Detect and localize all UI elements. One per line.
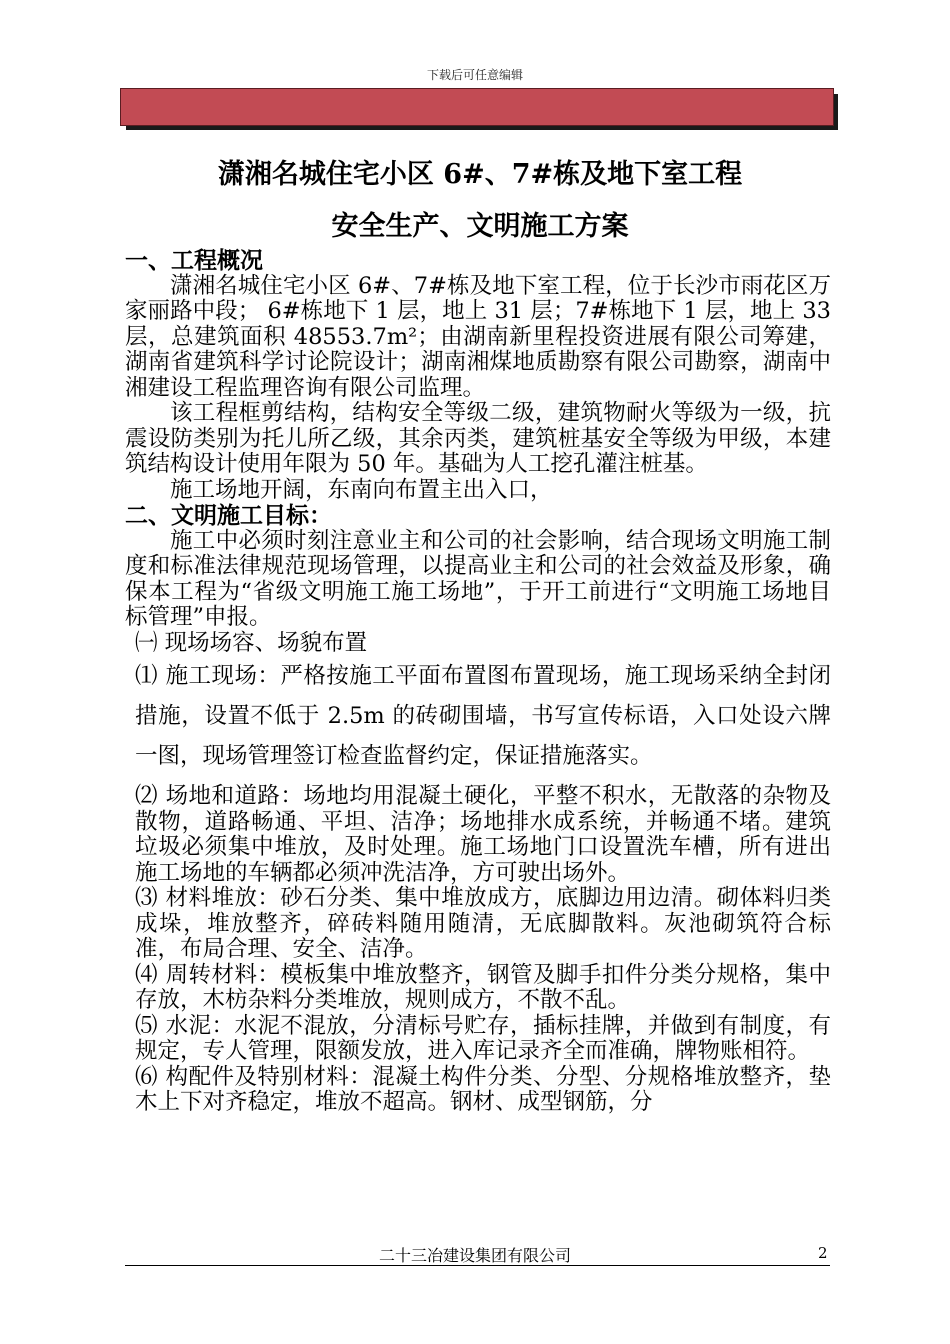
list-item: ⑹ 构配件及特别材料：混凝土构件分类、分型、分规格堆放整齐，垫木上下对齐稳定，堆放不超高。钢材、成型钢筋，分 xyxy=(135,1063,831,1115)
footer-divider xyxy=(125,1265,830,1266)
list-item: ⑷ 周转材料：模板集中堆放整齐，钢管及脚手扣件分类分规格，集中存放，木枋杂料分类堆放，规则成方，不散不乱。 xyxy=(135,961,831,1013)
footer-company: 二十三冶建设集团有限公司 xyxy=(378,1246,571,1265)
paragraph: 施工中必须时刻注意业主和公司的社会影响，结合现场文明施工制度和标准法律规范现场管理，以提高业主和公司的社会效益及形象，确保本工程为“省级文明施工施工场地”，于开工前进行“文明施工场地目标管理”申报。 xyxy=(125,527,831,630)
document-title: 潇湘名城住宅小区 6#、7#栋及地下室工程 xyxy=(217,159,743,190)
list-item: ⑵ 场地和道路：场地均用混凝土硬化，平整不积水，无散落的杂物及散物，道路畅通、平坦、洁净；场地排水成系统，并畅通不堵。建筑垃圾必须集中堆放，及时处理。施工场地门口设置洗车槽，所有进出施工场地的车辆都必须冲洗洁净，方可驶出场外。 xyxy=(135,783,831,886)
paragraph: 施工场地开阔，东南向布置主出入口， xyxy=(170,476,553,503)
section-heading-goals: 二、文明施工目标： xyxy=(125,502,332,529)
list-item: ⑴ 施工现场：严格按施工平面布置图布置现场，施工现场采纳全封闭措施，设置不低于 2.5m 的砖砌围墙，书写宣传标语，入口处设六牌一图，现场管理签订检查监督约定，保证措施落实。 xyxy=(135,663,831,769)
header-note: 下载后可任意编辑 xyxy=(426,68,523,82)
header-banner xyxy=(120,88,834,126)
document-body xyxy=(125,248,831,1116)
subsection-heading: ㈠ 现场场容、场貌布置 xyxy=(135,629,368,656)
paragraph: 潇湘名城住宅小区 6#、7#栋及地下室工程，位于长沙市雨花区万家丽路中段； 6#栋地下 1 层，地上 31 层；7#栋地下 1 层，地上 33 层，总建筑面积 48553.7m²；由湖南新里程投资进展有限公司筹建，湖南省建筑科学讨论院设计；湖南湘煤地质勘察有限公司勘察，湖南中湘建设工程监理咨询有限公司监理。 xyxy=(125,272,831,401)
list-item: ⑶ 材料堆放：砂石分类、集中堆放成方，底脚边用边清。砌体料归类成垛，堆放整齐，碎砖料随用随清，无底脚散料。灰池砌筑符合标准，布局合理、安全、洁净。 xyxy=(135,885,831,962)
page-number: 2 xyxy=(818,1244,828,1262)
section-heading-overview: 一、工程概况 xyxy=(125,247,263,274)
paragraph: 该工程框剪结构，结构安全等级二级，建筑物耐火等级为一级，抗震设防类别为托儿所乙级，其余丙类，建筑桩基安全等级为甲级，本建筑结构设计使用年限为 50 年。基础为人工挖孔灌注桩基。 xyxy=(125,400,831,477)
document-subtitle: 安全生产、文明施工方案 xyxy=(331,211,629,242)
list-item: ⑸ 水泥：水泥不混放，分清标号贮存，插标挂牌，并做到有制度，有规定，专人管理，限额发放，进入库记录齐全而准确，牌物账相符。 xyxy=(135,1012,831,1064)
